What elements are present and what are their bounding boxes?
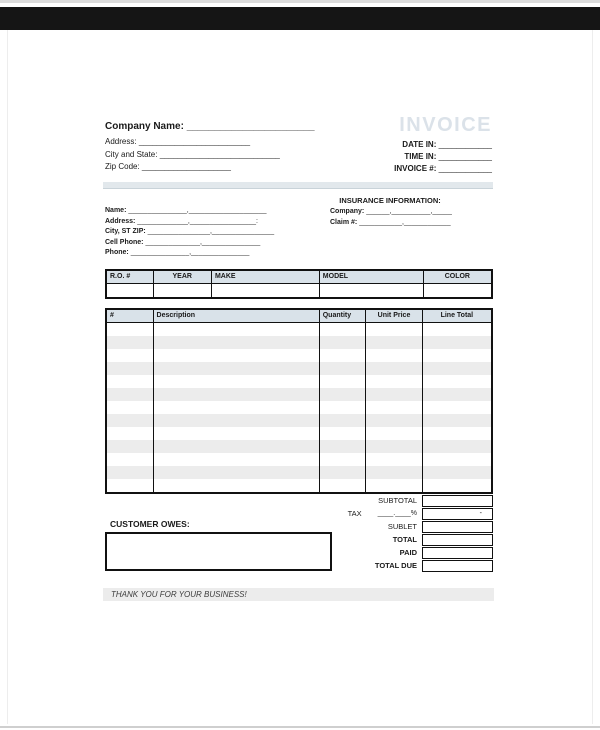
items-cell — [107, 362, 154, 375]
customer-cell-phone-blank: ______________,_______________ — [145, 238, 261, 246]
time-in-blank: ____________ — [438, 152, 492, 162]
customer-owes-box — [105, 532, 332, 571]
items-cell — [107, 466, 154, 479]
top-black-bar — [0, 7, 600, 30]
items-cell — [320, 479, 367, 492]
items-cell — [107, 401, 154, 414]
vehicle-cell — [320, 284, 424, 297]
invoice-meta — [394, 139, 492, 176]
tax-blank: ____.____% — [377, 510, 417, 517]
page-top-strip — [0, 0, 600, 3]
items-cell — [107, 388, 154, 401]
items-cell — [423, 362, 491, 375]
company-name-label: Company Name: — [105, 121, 184, 132]
customer-address-field — [105, 218, 258, 225]
items-cell — [423, 414, 491, 427]
items-cell — [154, 453, 320, 466]
sublet-label: SUBLET — [387, 522, 417, 531]
items-cell — [154, 349, 320, 362]
items-row — [107, 453, 491, 466]
items-cell — [366, 388, 422, 401]
items-cell — [320, 349, 367, 362]
items-cell — [320, 440, 367, 453]
items-cell — [423, 453, 491, 466]
items-cell — [423, 349, 491, 362]
items-cell — [320, 388, 367, 401]
items-cell — [423, 323, 491, 336]
items-cell — [154, 388, 320, 401]
vehicle-table — [105, 269, 493, 299]
company-name-field — [105, 121, 315, 132]
customer-cell-phone-label: Cell Phone: — [105, 238, 144, 246]
line-items-table — [105, 308, 493, 494]
items-cell — [154, 479, 320, 492]
items-table-body — [107, 323, 491, 492]
insurance-company-field — [330, 208, 452, 215]
total-due-label: TOTAL DUE — [374, 561, 417, 570]
customer-city-zip-label: City, ST ZIP: — [105, 228, 146, 235]
items-cell — [423, 388, 491, 401]
items-row — [107, 375, 491, 388]
items-cell — [154, 323, 320, 336]
insurance-claim-label: Claim #: — [330, 218, 358, 226]
items-cell — [366, 323, 422, 336]
vehicle-cell — [212, 284, 320, 297]
items-header-description: Description — [154, 310, 320, 322]
items-cell — [154, 336, 320, 349]
vehicle-header-make: MAKE — [212, 271, 320, 283]
vehicle-cell — [107, 284, 154, 297]
subtotal-value-box — [422, 495, 493, 507]
insurance-heading: INSURANCE INFORMATION: — [339, 196, 441, 205]
vehicle-header-color: COLOR — [444, 272, 470, 280]
insurance-claim-field — [330, 219, 451, 226]
customer-phone-field — [105, 249, 249, 256]
subtotal-row — [105, 494, 493, 507]
subtotal-label: SUBTOTAL — [378, 496, 417, 505]
items-cell — [366, 349, 422, 362]
items-row — [107, 401, 491, 414]
insurance-company-label: Company: — [330, 208, 365, 215]
address-blank: _________________________ — [138, 137, 251, 146]
vehicle-header-r-o-: R.O. # — [107, 271, 154, 283]
items-cell — [154, 362, 320, 375]
items-cell — [107, 336, 154, 349]
items-cell — [423, 375, 491, 388]
insurance-company-blank: ______,__________,_____ — [366, 208, 452, 215]
customer-address-blank: _____________,_________________: — [137, 217, 258, 225]
items-cell — [154, 427, 320, 440]
items-row — [107, 388, 491, 401]
city-state-label: City and State: — [105, 149, 158, 159]
tax-value-box: - — [422, 508, 493, 520]
items-cell — [423, 401, 491, 414]
customer-phone-blank: _______________,_______________ — [130, 249, 250, 256]
items-cell — [107, 479, 154, 492]
date-in-row — [394, 139, 492, 151]
zip-blank: ____________________ — [141, 162, 231, 171]
thank-you-bar — [103, 588, 494, 601]
items-cell — [320, 453, 367, 466]
items-cell — [366, 362, 422, 375]
time-in-row — [394, 151, 492, 163]
vehicle-table-body — [107, 284, 491, 297]
thank-you-text: THANK YOU FOR YOUR BUSINESS! — [111, 590, 247, 599]
items-row — [107, 414, 491, 427]
customer-address-label: Address: — [105, 217, 136, 225]
total-value-box — [422, 534, 493, 546]
invoice-number-row — [394, 163, 492, 175]
items-row — [107, 362, 491, 375]
customer-name-field — [105, 207, 267, 214]
items-row — [107, 427, 491, 440]
company-name-blank: _______________________ — [186, 121, 315, 132]
items-cell — [366, 336, 422, 349]
items-cell — [320, 401, 367, 414]
customer-cell-phone-field — [105, 239, 260, 246]
items-cell — [366, 375, 422, 388]
sublet-value-box — [422, 521, 493, 533]
items-cell — [366, 479, 422, 492]
items-cell — [366, 427, 422, 440]
customer-name-blank: _______________,____________________ — [128, 207, 267, 214]
items-cell — [423, 440, 491, 453]
vehicle-cell — [154, 284, 212, 297]
customer-city-zip-field — [105, 228, 274, 235]
items-cell — [366, 466, 422, 479]
items-cell — [107, 414, 154, 427]
items-cell — [154, 440, 320, 453]
tax-label: TAX — [347, 509, 362, 518]
total-due-value-box — [422, 560, 493, 572]
header-divider-bar — [103, 182, 493, 189]
invoice-title: INVOICE — [399, 114, 492, 136]
items-cell — [154, 401, 320, 414]
items-cell — [154, 414, 320, 427]
items-header-line-total: Line Total — [440, 311, 474, 319]
items-row — [107, 479, 491, 492]
vehicle-header-model: MODEL — [320, 271, 424, 283]
date-in-label: DATE IN: — [402, 140, 437, 149]
invoice-number-label: INVOICE #: — [394, 164, 437, 174]
items-row — [107, 440, 491, 453]
items-cell — [320, 323, 367, 336]
customer-name-label: Name: — [105, 207, 127, 214]
invoice-number-blank: ____________ — [438, 164, 492, 174]
items-row — [107, 349, 491, 362]
items-cell — [107, 375, 154, 388]
items-cell — [320, 427, 367, 440]
items-cell — [107, 349, 154, 362]
date-in-blank: ____________ — [438, 140, 492, 149]
items-cell — [320, 336, 367, 349]
items-cell — [366, 414, 422, 427]
items-header-unit-price: Unit Price — [366, 310, 422, 322]
items-cell — [107, 427, 154, 440]
items-row — [107, 323, 491, 336]
total-label: TOTAL — [392, 535, 417, 544]
vehicle-cell — [424, 284, 491, 297]
items-cell — [423, 466, 491, 479]
paid-label: PAID — [399, 548, 417, 557]
items-cell — [423, 336, 491, 349]
vehicle-table-header — [107, 271, 491, 284]
insurance-claim-blank: ___________,____________ — [359, 218, 451, 226]
vehicle-row — [107, 284, 491, 297]
items-cell — [320, 466, 367, 479]
items-row — [107, 336, 491, 349]
zip-label: Zip Code: — [105, 162, 140, 171]
items-cell — [107, 440, 154, 453]
items-cell — [154, 375, 320, 388]
items-row — [107, 466, 491, 479]
items-cell — [107, 453, 154, 466]
items-cell — [423, 479, 491, 492]
company-zip-field — [105, 162, 231, 171]
items-cell — [320, 362, 367, 375]
customer-owes-label: CUSTOMER OWES: — [110, 519, 190, 529]
vehicle-header-year: YEAR — [154, 271, 212, 283]
company-address-field — [105, 137, 250, 146]
city-state-blank: ___________________________ — [159, 149, 280, 159]
items-cell — [366, 453, 422, 466]
items-cell — [366, 401, 422, 414]
items-cell — [154, 466, 320, 479]
customer-city-zip-blank: ________________,________________ — [147, 228, 275, 235]
paid-value-box — [422, 547, 493, 559]
items-header-quantity: Quantity — [320, 310, 367, 322]
items-cell — [366, 440, 422, 453]
items-cell — [320, 375, 367, 388]
page-bottom-edge — [0, 726, 600, 728]
time-in-label: TIME IN: — [404, 152, 437, 162]
company-city-state-field — [105, 150, 280, 159]
items-cell — [320, 414, 367, 427]
items-cell — [423, 427, 491, 440]
address-label: Address: — [105, 137, 137, 146]
customer-phone-label: Phone: — [105, 249, 129, 256]
items-header--: # — [107, 310, 154, 322]
items-cell — [107, 323, 154, 336]
items-table-header — [107, 310, 491, 323]
